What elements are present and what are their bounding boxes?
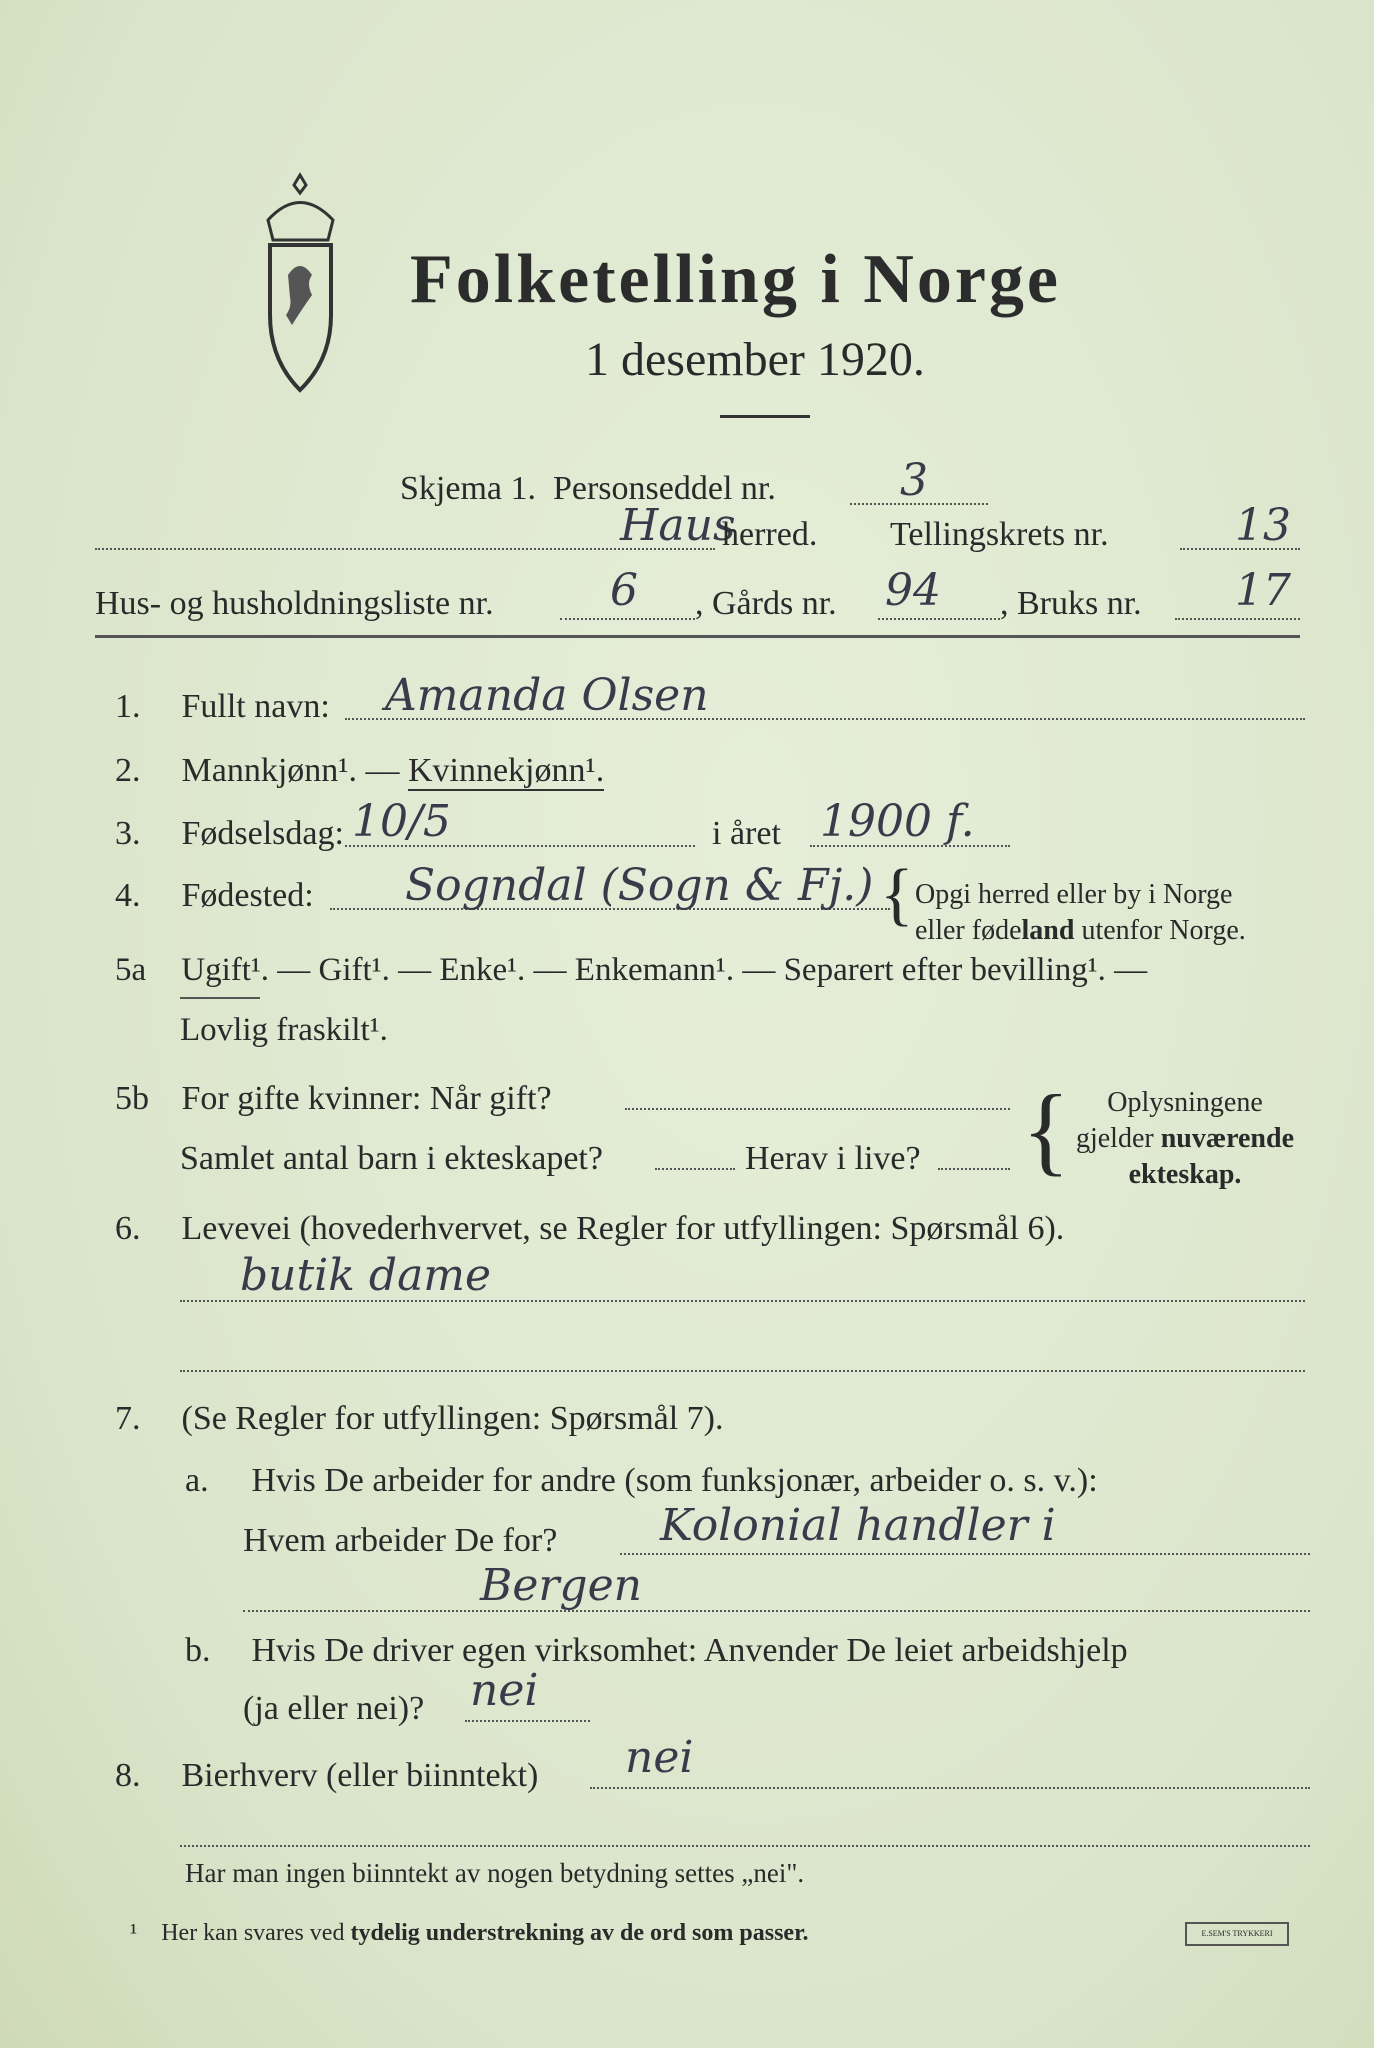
gards-value: 94 bbox=[885, 565, 941, 616]
herred-label: herred. bbox=[722, 516, 818, 553]
bruks-value: 17 bbox=[1235, 565, 1291, 616]
hus-value: 6 bbox=[610, 565, 638, 616]
q2-number: 2. bbox=[115, 752, 141, 789]
q1-value: Amanda Olsen bbox=[385, 670, 709, 721]
q6-value: butik dame bbox=[240, 1250, 492, 1301]
q2-row bbox=[115, 752, 604, 790]
hus-label: Hus- og husholdningsliste nr. bbox=[95, 585, 494, 622]
q7a-number: a. bbox=[185, 1462, 209, 1499]
q7a-value2: Bergen bbox=[480, 1560, 642, 1611]
q5b-row bbox=[115, 1080, 552, 1118]
q8-value: nei bbox=[625, 1732, 694, 1783]
q6-dotline2 bbox=[180, 1370, 1305, 1372]
printer-stamp: E.SEM'S TRYKKERI bbox=[1185, 1922, 1289, 1946]
q7a-dotline1 bbox=[620, 1553, 1310, 1555]
q5b-alive-dotline bbox=[938, 1168, 1010, 1170]
q3-number: 3. bbox=[115, 815, 141, 852]
q4-label: Fødested: bbox=[181, 877, 314, 914]
q2-male: Mannkjønn¹. — bbox=[181, 752, 400, 789]
form-title: Folketelling i Norge bbox=[410, 241, 1062, 318]
q5b-number: 5b bbox=[115, 1080, 149, 1117]
q5a-row bbox=[115, 952, 1147, 989]
herred-value: Haus bbox=[620, 500, 736, 551]
hus-dotline bbox=[560, 618, 695, 620]
q7a-label2: Hvem arbeider De for? bbox=[243, 1522, 558, 1559]
q7b-dotline bbox=[465, 1720, 590, 1722]
footnote-mark: ¹ bbox=[130, 1920, 138, 1946]
q4-value: Sogndal (Sogn & Fj.) bbox=[405, 860, 874, 911]
q6-label: Levevei (hovederhvervet, se Regler for utfyllingen: Spørsmål 6). bbox=[181, 1210, 1065, 1247]
q5b-note bbox=[1065, 1085, 1305, 1193]
q1-label: Fullt navn: bbox=[181, 688, 330, 725]
q4-note-line1: Opgi herred eller by i Norge bbox=[915, 879, 1233, 910]
q7a-label: Hvis De arbeider for andre (som funksjonær, arbeider o. s. v.): bbox=[251, 1462, 1098, 1499]
q5a-options-line2: Lovlig fraskilt¹. bbox=[180, 1012, 388, 1048]
gards-label: , Gårds nr. bbox=[695, 585, 837, 622]
header-rule bbox=[95, 635, 1300, 638]
q6-row bbox=[115, 1210, 1064, 1248]
footnote bbox=[130, 1920, 809, 1947]
q5b-label3: Herav i live? bbox=[745, 1140, 921, 1177]
q7b-row bbox=[185, 1632, 1128, 1670]
bruks-label: , Bruks nr. bbox=[1000, 585, 1142, 622]
q1-row bbox=[115, 688, 330, 726]
form-date: 1 desember 1920. bbox=[585, 333, 925, 386]
q7b-number: b. bbox=[185, 1632, 211, 1669]
q3-row bbox=[115, 815, 344, 853]
q5b-note-line2: gjelder nuværende bbox=[1075, 1123, 1295, 1154]
q3-year-label: i året bbox=[712, 815, 781, 852]
q7-label: (Se Regler for utfyllingen: Spørsmål 7). bbox=[181, 1400, 724, 1437]
q1-number: 1. bbox=[115, 688, 141, 725]
gards-dotline bbox=[878, 618, 1000, 620]
q4-row bbox=[115, 877, 314, 915]
q7a-value: Kolonial handler i bbox=[660, 1500, 1056, 1551]
q8-note: Har man ingen biinntekt av nogen betydning settes „nei". bbox=[185, 1858, 805, 1888]
q7-row bbox=[115, 1400, 724, 1438]
schema-label: Skjema 1. bbox=[400, 470, 536, 507]
q4-note-line2: eller fødeland utenfor Norge. bbox=[915, 915, 1246, 946]
q5b-note-line3: ekteskap. bbox=[1128, 1159, 1242, 1190]
q7b-label2: (ja eller nei)? bbox=[243, 1690, 425, 1727]
footnote-text-b: tydelig understrekning av de ord som passer. bbox=[350, 1920, 809, 1946]
q5a-number: 5a bbox=[115, 952, 147, 988]
q8-label: Bierhverv (eller biinntekt) bbox=[181, 1757, 539, 1794]
q8-number: 8. bbox=[115, 1757, 141, 1794]
q7b-value: nei bbox=[470, 1665, 539, 1716]
q8-dotline1 bbox=[590, 1787, 1310, 1789]
q8-row bbox=[115, 1757, 538, 1795]
personseddel-value: 3 bbox=[900, 455, 928, 506]
title-divider bbox=[720, 415, 810, 418]
q4-brace: { bbox=[880, 856, 914, 933]
q5b-children-dotline bbox=[655, 1168, 735, 1170]
q4-number: 4. bbox=[115, 877, 141, 914]
q5b-married-dotline bbox=[625, 1108, 1010, 1110]
q7b-label: Hvis De driver egen virksomhet: Anvender De leiet arbeidshjelp bbox=[251, 1632, 1128, 1669]
coat-of-arms-icon bbox=[248, 165, 353, 405]
q7a-dotline2 bbox=[243, 1610, 1310, 1612]
tellingskrets-value: 13 bbox=[1235, 500, 1291, 551]
footnote-text-a: Her kan svares ved bbox=[161, 1920, 351, 1946]
q5b-note-line1: Oplysningene bbox=[1107, 1087, 1263, 1118]
q8-dotline2 bbox=[180, 1845, 1310, 1847]
q5a-underline bbox=[180, 997, 260, 999]
q4-note bbox=[915, 877, 1246, 949]
q3-value: 10/5 bbox=[352, 796, 451, 847]
bruks-dotline bbox=[1175, 618, 1300, 620]
q6-number: 6. bbox=[115, 1210, 141, 1247]
q3-year-value: 1900 f. bbox=[820, 796, 975, 847]
q5b-label2: Samlet antal barn i ekteskapet? bbox=[180, 1140, 603, 1177]
personseddel-label: Personseddel nr. bbox=[552, 470, 776, 507]
q5a-options: Ugift¹. — Gift¹. — Enke¹. — Enkemann¹. — Separert efter bevilling¹. — bbox=[181, 952, 1148, 988]
q2-female: Kvinnekjønn¹. bbox=[407, 752, 605, 789]
q3-label: Fødselsdag: bbox=[181, 815, 344, 852]
q5b-brace: { bbox=[1022, 1074, 1070, 1185]
tellingskrets-label: Tellingskrets nr. bbox=[890, 516, 1109, 553]
q7a-row bbox=[185, 1462, 1098, 1500]
q7-number: 7. bbox=[115, 1400, 141, 1437]
q5b-label1: For gifte kvinner: Når gift? bbox=[181, 1080, 552, 1117]
